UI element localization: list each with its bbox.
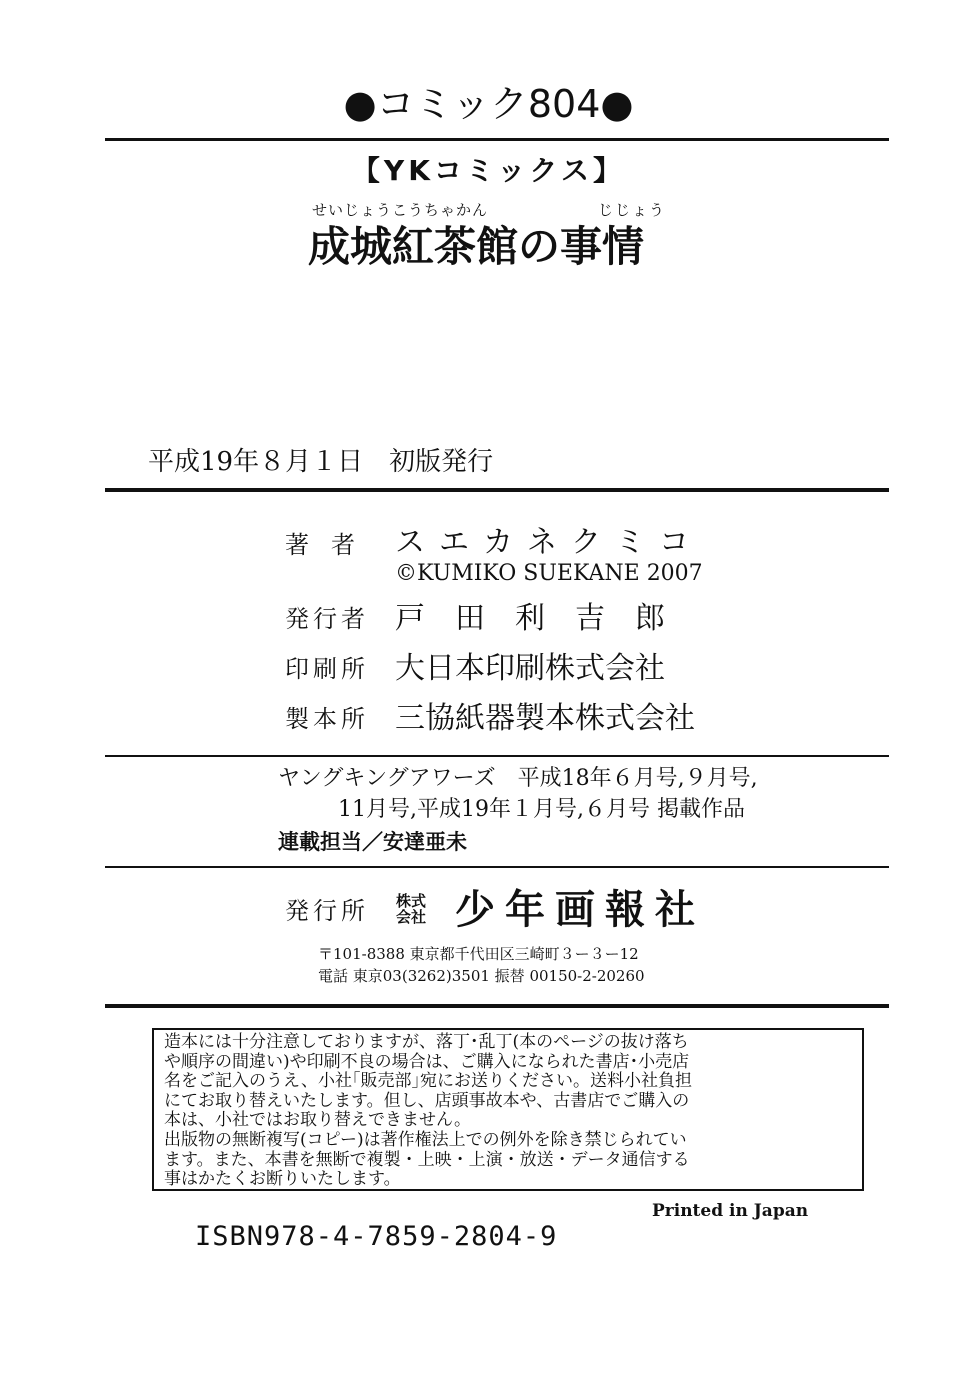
credit-label-author: 著者 (285, 531, 377, 559)
credit-label-printer: 印刷所 (285, 655, 369, 683)
copyright: ©KUMIKO SUEKANE 2007 (395, 561, 703, 586)
serialization-line-2: 11月号,平成19年１月号,６月号 掲載作品 (338, 797, 745, 822)
publisher-name: 少年画報社 (455, 887, 705, 933)
credit-label-publisher: 発行者 (285, 605, 369, 633)
credit-binder: 三協紙器製本株式会社 (395, 701, 695, 736)
book-title: 成城紅茶館の事情 (308, 222, 645, 271)
isbn: ISBN978-4-7859-2804-9 (195, 1221, 558, 1252)
credit-publisher: 戸田利吉郎 (395, 601, 695, 636)
publisher-label: 発行所 (285, 897, 369, 925)
divider (105, 866, 889, 868)
divider (105, 138, 889, 141)
editor-credit: 連載担当／安達亜未 (278, 830, 467, 854)
printed-in: Printed in Japan (652, 1201, 809, 1221)
credit-label-binder: 製本所 (285, 705, 369, 733)
publisher-phone: 電話 東京03(3262)3501 振替 00150-2-20260 (318, 967, 645, 985)
publication-date: 平成19年８月１日 初版発行 (148, 447, 494, 477)
imprint: 【YKコミックス】 (351, 154, 626, 187)
divider (105, 755, 889, 757)
title-ruby-tail: じじょう (598, 201, 667, 219)
publisher-address: 〒101-8388 東京都千代田区三崎町３ー３ー12 (318, 945, 639, 963)
divider (105, 1004, 889, 1008)
notice-box: 造本には十分注意しておりますが、落丁･乱丁(本のページの抜け落ち や順序の間違い)や印刷不良の場合は、ご購入になられた書店･小売店 名をご記入のうえ、小社｢販売部｣宛にお送りください。送料小社負担 にてお取り替えいたします。但し、店頭事故本や、古書店でご購入の 本は、小社ではお取り替えできません。 出版物の無断複写(コピー)は著作権法上での例外を除き禁じられてい ます。また、本書を無断で複製・上映・上演・放送・データ通信する 事はかたくお断りいたします。 (152, 1028, 864, 1191)
serialization-line-1: ヤングキングアワーズ 平成18年６月号,９月号, (278, 766, 758, 791)
credit-printer: 大日本印刷株式会社 (395, 651, 665, 686)
credit-author: スエカネクミコ (395, 525, 703, 560)
series-label: ●コミック804● (343, 82, 634, 126)
divider (105, 488, 889, 492)
title-ruby: せいじょうこうちゃかん (312, 201, 489, 219)
kabushiki: 株式 (396, 892, 427, 910)
kabushiki-kaisha (396, 893, 426, 925)
kaisha: 会社 (396, 908, 427, 926)
